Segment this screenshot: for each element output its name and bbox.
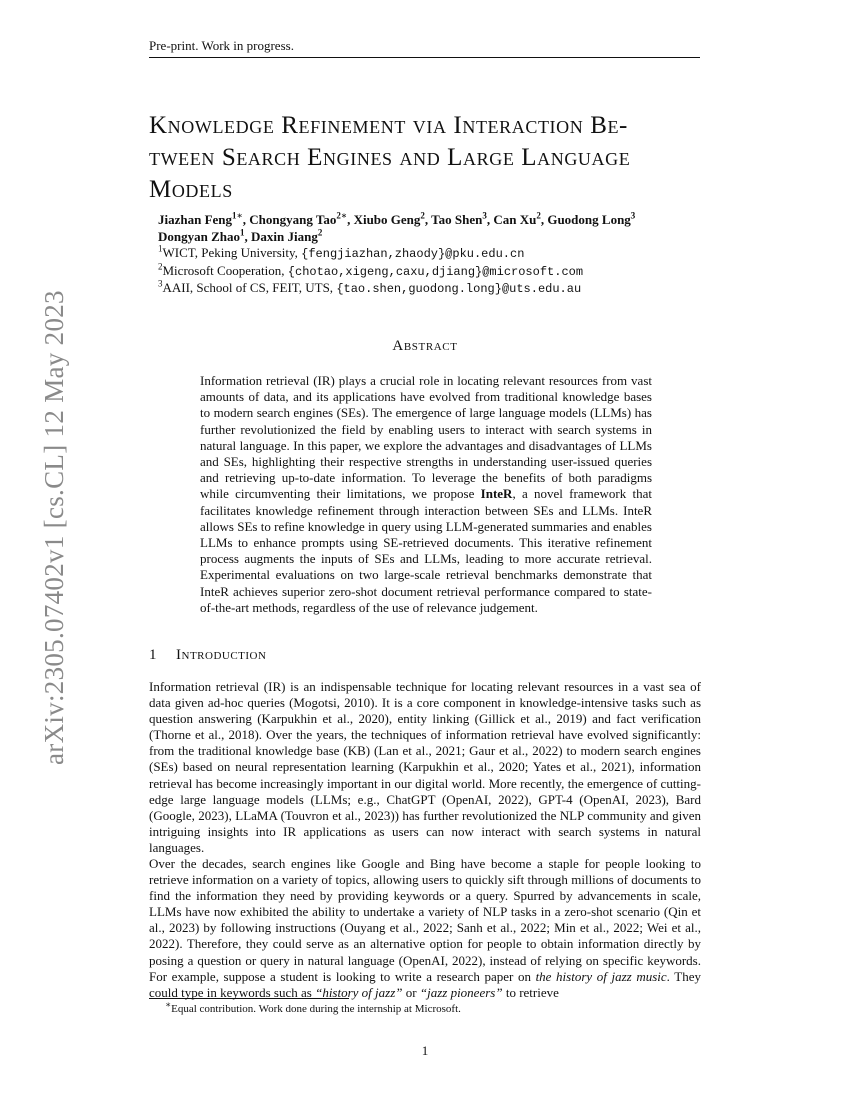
section-number: 1 [149,647,157,663]
framework-name: InteR [480,486,513,502]
section-heading [149,647,266,664]
intro-paragraph [149,856,701,1001]
affiliation-sup: 3 [158,278,163,289]
paragraph-span: . They could type in keywords such as [149,968,701,1000]
paper-title [149,110,701,206]
author-name: Xiubo Geng [353,212,421,227]
arxiv-identifier[interactable]: arXiv:2305.07402v1 [cs.CL] 12 May 2023 [39,290,69,765]
emphasis: the history of jazz music [535,968,667,984]
affiliation-email: {chotao,xigeng,caxu,djiang}@microsoft.com [287,264,584,279]
title-line: tween Search Engines and Large Language [149,144,631,171]
affiliation-sup: 1 [158,243,163,254]
affiliation-org: Microsoft Cooperation, [162,262,288,278]
author-name: Tao Shen [431,212,483,227]
affiliation [158,245,718,263]
author-names: Jiazhan Feng$^{1∗}$, Chongyang Tao$^{2∗}$, Xiubo Geng$^2$, Tao Shen$^3$, Can Xu$^2$, Guodong Long$^3$ Dongyan Zhao$^1$, Daxin Jiang$^2$ [158,210,636,244]
abstract-heading: Abstract [392,338,458,354]
author-name: Daxin Jiang [251,228,318,244]
abstract-text [200,373,652,616]
footnote-text: Equal contribution. Work done during the internship at Microsoft. [171,1003,461,1015]
emphasis: “history of jazz” [315,984,403,1000]
affiliation-sup: 2 [158,261,163,272]
paragraph-span: to retrieve [502,984,559,1000]
author-name: Dongyan Zhao [158,228,240,244]
affiliation-email: {fengjiazhan,zhaody}@pku.edu.cn [301,247,525,261]
author-sup: 2 [536,210,541,221]
paragraph-span: or [402,984,420,1000]
affiliation-email: {tao.shen,guodong.long}@uts.edu.au [336,282,582,296]
abstract-span: , a novel framework that facilitates knowledge refinement through interaction between SEs and LLMs. InteR allows SEs to refine knowledge in query using LLM-generated summaries and enables LLMs to enhance prompts using SE-retrieved documents. This iterative refinement process augments the inputs of SEs and LLMs, leading to more accurate retrieval. Experimental evaluations on two large-scale retrieval benchmarks demonstrate that InteR achieves superior zero-shot document retrieval performance compared to state-of-the-art methods, regardless of the use of relevance judgement. [200,486,652,615]
author-sup: 2 [317,227,323,238]
intro-paragraph: Information retrieval (IR) is an indispensable technique for locating relevant resources in a vast sea of data given ad-hoc queries (Mogotsi, 2010). It is a core component in knowledge-intensive tasks such as question answering (Karpukhin et al., 2020), entity linking (Gillick et al., 2019) and fact verification (Thorne et al., 2018). Over the years, the techniques of information retrieval have evolved significantly: from the traditional knowledge base (KB) (Lan et al., 2021; Gaur et al., 2022) to modern search engines (SEs) based on neural representation learning (Karpukhin et al., 2020; Yates et al., 2021), information retrieval has become increasingly important in our digital world. More recently, the emergence of cutting-edge large language models (LLMs; e.g., ChatGPT (OpenAI, 2022), GPT-4 (OpenAI, 2023), Bard (Google, 2023), LLaMA (Touvron et al., 2023)) has further revolutionized the NLP community and given intriguing insights into IR applications as users can now interact with search systems in natural languages. [149,679,701,855]
author-name: Guodong Long [547,212,631,227]
affiliation [158,280,718,298]
abstract-span: Information retrieval (IR) plays a crucial role in locating relevant resources from vast amounts of data, and its applications have evolved from traditional knowledge bases to modern search engines (SEs). The emergence of large language models (LLMs) has further revolutionized the field by enabling users to interact with search systems in natural language. In this paper, we explore the advantages and disadvantages of LLMs and SEs, highlighting their respective strengths in understanding user-issued queries and retrieving up-to-date information. To leverage the benefits of both paradigms while circumventing their limitations, we propose [200,373,652,502]
running-header: Pre-print. Work in progress. [149,38,700,58]
affiliation-org: AAII, School of CS, FEIT, UTS, [162,280,337,295]
author-block [158,212,718,298]
page-number: 1 [421,1043,429,1058]
paragraph-span: Over the decades, search engines like Google and Bing have become a staple for people looking to retrieve information on a variety of topics, allowing users to quickly sift through millions of documents to find the information they need by providing keywords or a query. Spurred by advancements in scale, LLMs have now exhibited the ability to undertake a variety of NLP tasks in a zero-shot scenario (Qin et al., 2023) by following instructions (Ouyang et al., 2022; Sanh et al., 2022; Min et al., 2022; Wei et al., 2022). Therefore, they could serve as an alternative option for people to obtain information directly by posing a question or query in natural language (OpenAI, 2022), instead of relying on specific keywords. For example, suppose a student is looking to write a research paper on [149,856,701,984]
emphasis: “jazz pioneers” [419,984,503,1000]
affiliation [158,263,718,281]
affiliation-org: WICT, Peking University, [162,245,302,260]
author-sup: 1∗ [232,210,243,221]
author-sup: 1 [240,227,245,238]
title-line: Models [149,176,233,203]
author-sup: 3 [482,210,487,221]
author-name: Can Xu [493,212,537,227]
title-line: Knowledge Refinement via Interaction Be- [149,112,628,139]
footnote [165,999,461,1015]
section-title: Introduction [176,647,267,663]
author-sup: 2 [420,210,425,221]
author-sup: 2∗ [336,210,348,221]
author-name: Chongyang Tao [249,212,337,227]
author-sup: 3 [630,210,636,221]
footnote-mark: ∗ [165,999,172,1010]
author-name: Jiazhan Feng [158,212,233,227]
footnote-rule [149,998,349,999]
